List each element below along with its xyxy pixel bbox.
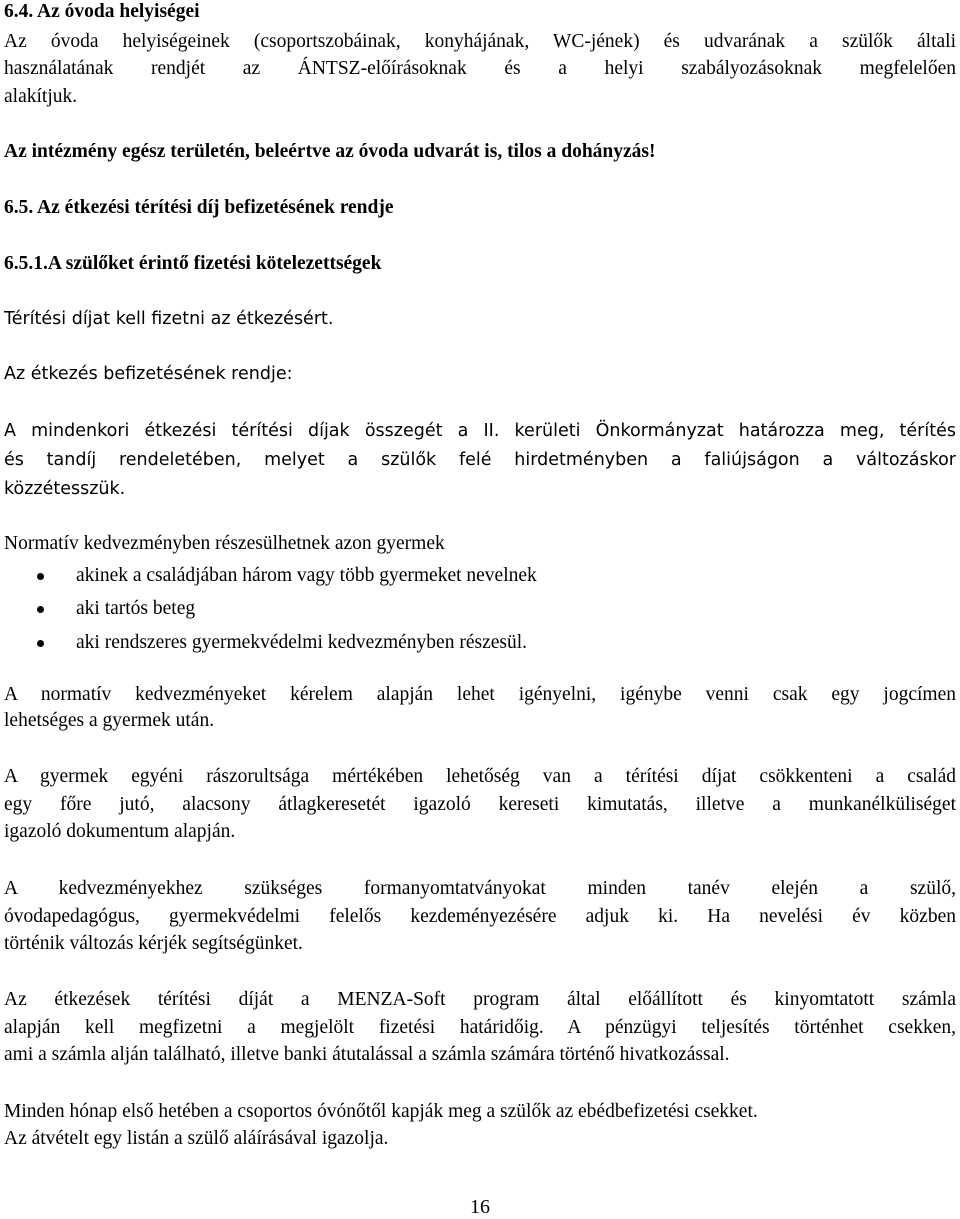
menza-paragraph-line-2: alapján kell megfizetni a megjelölt fizetési határidőig. A pénzügyi teljesítés történhet csekken, (4, 1017, 956, 1038)
bullet-text: akinek a családjában három vagy több gyermeket nevelnek (76, 565, 537, 586)
need-paragraph-line-2: egy főre jutó, alacsony átlagkeresetét igazoló kereseti kimutatás, illetve a munkanélküliséget (4, 794, 956, 815)
normative-intro: Normatív kedvezményben részesülhetnek azon gyermek (4, 533, 445, 554)
fee-paragraph-line-1: A mindenkori étkezési térítési díjak összegét a II. kerületi Önkormányzat határozza meg, térítés (4, 421, 956, 441)
normative-bullet-item (4, 631, 956, 655)
section-6-4-line-3: alakítjuk. (4, 86, 78, 107)
section-6-4-line-2: használatának rendjét az ÁNTSZ-előírásoknak és a helyi szabályozásoknak megfelelően (4, 58, 956, 79)
section-6-5-1-heading: 6.5.1.A szülőket érintő fizetési kötelezettségek (4, 253, 382, 274)
fee-paragraph-line-2: és tandíj rendeletében, melyet a szülők felé hirdetményben a faliújságon a változáskor (4, 450, 956, 470)
fee-required-text: Térítési díjat kell fizetni az étkezésért. (4, 309, 334, 329)
smoking-notice: Az intézmény egész területén, beleértve az óvoda udvarát is, tilos a dohányzás! (4, 141, 656, 162)
forms-paragraph-line-3: történik változás kérjék segítségünket. (4, 933, 303, 954)
need-paragraph-line-3: igazoló dokumentum alapján. (4, 821, 236, 842)
monthly-paragraph-line-1: Minden hónap első hetében a csoportos óvónőtől kapják meg a szülők az ebédbefizetési csekket. (4, 1101, 758, 1122)
normative-paragraph-line-2: lehetséges a gyermek után. (4, 710, 215, 731)
menza-paragraph-line-3: ami a számla alján található, illetve banki átutalással a számla számára történő hivatkozással. (4, 1044, 730, 1065)
bullet-icon (37, 606, 44, 613)
normative-bullet-item (4, 564, 956, 588)
bullet-text: aki rendszeres gyermekvédelmi kedvezményben részesül. (76, 632, 528, 653)
page-number: 16 (470, 1196, 490, 1218)
forms-paragraph-line-1: A kedvezményekhez szükséges formanyomtatványokat minden tanév elején a szülő, (4, 878, 956, 899)
bullet-text: aki tartós beteg (76, 598, 196, 619)
bullet-icon (37, 573, 44, 580)
need-paragraph-line-1: A gyermek egyéni rászorultsága mértékében lehetőség van a térítési díjat csökkenteni a család (4, 766, 956, 787)
document-page (4, 0, 956, 1218)
order-label: Az étkezés befizetésének rendje: (4, 364, 293, 384)
section-6-4-line-1: Az óvoda helyiségeinek (csoportszobáinak, konyhájának, WC-jének) és udvarának a szülők általi (4, 31, 956, 52)
normative-bullet-item (4, 597, 956, 621)
fee-paragraph-line-3: közzétesszük. (4, 479, 126, 499)
menza-paragraph-line-1: Az étkezések térítési díját a MENZA-Soft program által előállított és kinyomtatott számla (4, 989, 956, 1010)
bullet-icon (37, 640, 44, 647)
section-6-5-heading: 6.5. Az étkezési térítési díj befizetésének rendje (4, 197, 394, 218)
normative-paragraph-line-1: A normatív kedvezményeket kérelem alapján lehet igényelni, igénybe venni csak egy jogcímen (4, 684, 956, 705)
section-6-4-heading: 6.4. Az óvoda helyiségei (4, 1, 200, 22)
monthly-paragraph-line-2: Az átvételt egy listán a szülő aláírásával igazolja. (4, 1128, 389, 1149)
forms-paragraph-line-2: óvodapedagógus, gyermekvédelmi felelős kezdeményezésére adjuk ki. Ha nevelési év közben (4, 906, 956, 927)
